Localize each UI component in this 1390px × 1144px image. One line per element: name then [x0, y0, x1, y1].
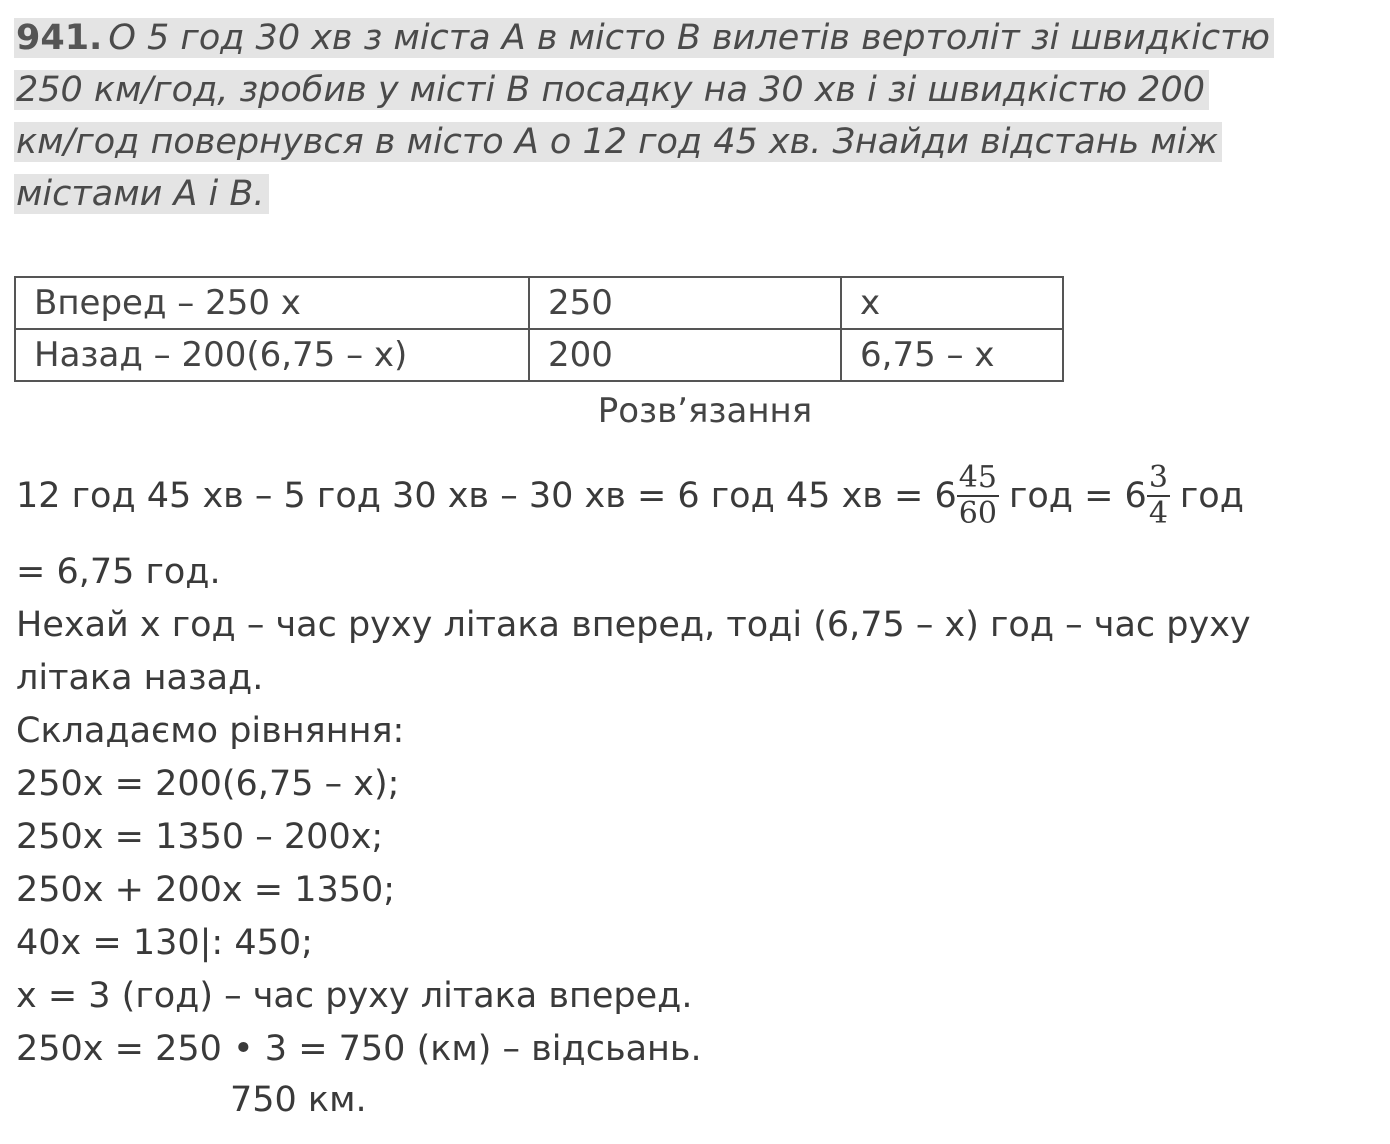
solution-line: літака назад. — [16, 658, 264, 698]
fraction-45-60 — [957, 461, 999, 531]
problem-statement — [14, 12, 1374, 220]
solution-line: 250х = 200(6,75 – х); — [16, 764, 400, 804]
solution-line: 40х = 130|: 450; — [16, 923, 313, 963]
problem-line-4 — [14, 168, 1374, 220]
equation-text: год = 6 — [1008, 476, 1147, 516]
solution-heading: Розв’язання — [597, 391, 813, 431]
table-cell: Вперед – 250 х — [15, 277, 529, 329]
table-cell: Назад – 200(6,75 – х) — [15, 329, 529, 381]
solution-line: 250х = 1350 – 200х; — [16, 817, 384, 857]
fraction-denominator: 4 — [1148, 496, 1168, 531]
data-table — [14, 276, 1064, 382]
solution-line: Складаємо рівняння: — [16, 711, 405, 751]
solution-line: Нехай х год – час руху літака вперед, тоді (6,75 – х) год – час руху — [16, 605, 1251, 645]
solution-line: = 6,75 год. — [16, 552, 221, 592]
solution-line: 250х + 200х = 1350; — [16, 870, 396, 910]
problem-text-1: О 5 год 30 хв з міста А в місто В вилетів вертоліт зі швидкістю — [108, 18, 1270, 58]
problem-text-3: км/год повернувся в місто А о 12 год 45 хв. Знайди відстань між — [14, 122, 1222, 162]
problem-number: 941. — [16, 18, 103, 58]
problem-text-4: містами А і В. — [14, 174, 269, 214]
problem-text-2: 250 км/год, зробив у місті В посадку на 30 хв і зі швидкістю 200 — [14, 70, 1209, 110]
table-cell: х — [841, 277, 1063, 329]
equation-text: год — [1179, 476, 1244, 516]
time-equation — [16, 446, 1244, 546]
problem-line-3 — [14, 116, 1374, 168]
fraction-numerator: 3 — [1148, 460, 1168, 495]
final-answer: 750 км. — [230, 1080, 367, 1120]
table-cell: 6,75 – х — [841, 329, 1063, 381]
table-cell: 200 — [529, 329, 841, 381]
table-row — [15, 329, 1063, 381]
solution-line: х = 3 (год) – час руху літака вперед. — [16, 976, 693, 1016]
fraction-3-4 — [1147, 461, 1170, 531]
problem-line-2 — [14, 64, 1374, 116]
fraction-numerator: 45 — [958, 460, 997, 495]
solution-body — [16, 546, 1251, 1076]
equation-text: 12 год 45 хв – 5 год 30 хв – 30 хв = 6 год 45 хв = 6 — [16, 476, 957, 516]
table-row — [15, 277, 1063, 329]
solution-line: 250х = 250 • 3 = 750 (км) – відсьань. — [16, 1029, 702, 1069]
problem-line-1 — [14, 12, 1374, 64]
table-cell: 250 — [529, 277, 841, 329]
fraction-denominator: 60 — [958, 496, 997, 531]
